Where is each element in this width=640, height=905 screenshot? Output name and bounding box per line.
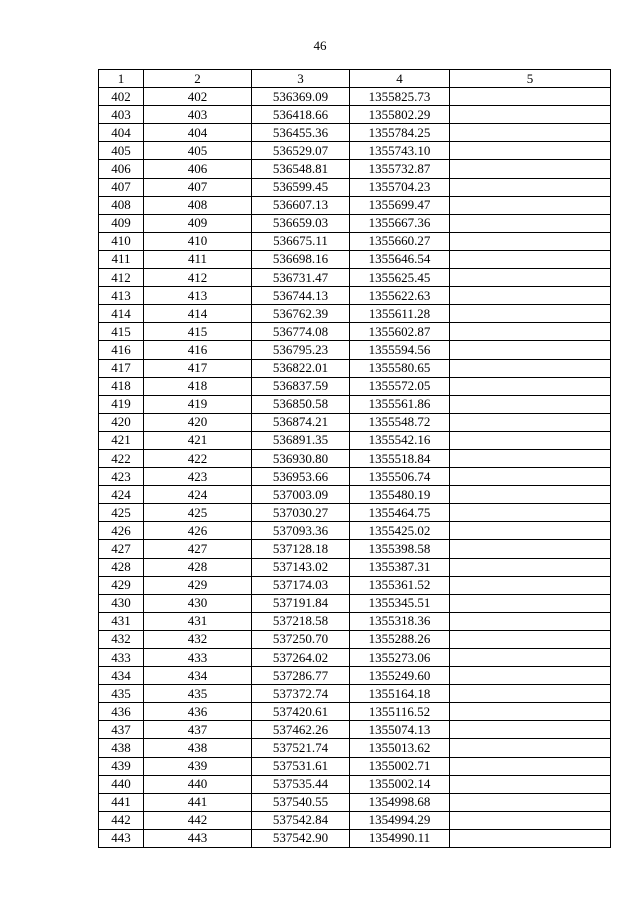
- table-cell: [450, 757, 611, 775]
- table-cell: 419: [144, 395, 252, 413]
- table-cell: 536675.11: [252, 232, 350, 250]
- table-cell: 427: [99, 540, 144, 558]
- page-number: 46: [313, 38, 327, 53]
- table-cell: 424: [99, 486, 144, 504]
- table-cell: 1355732.87: [350, 160, 450, 178]
- table-cell: 1355660.27: [350, 232, 450, 250]
- table-cell: 431: [144, 612, 252, 630]
- table-cell: 443: [99, 829, 144, 847]
- table-cell: 412: [144, 269, 252, 287]
- table-cell: 536369.09: [252, 88, 350, 106]
- table-cell: 537143.02: [252, 558, 350, 576]
- table-cell: 1355398.58: [350, 540, 450, 558]
- table-cell: 537420.61: [252, 703, 350, 721]
- table-cell: 420: [144, 413, 252, 431]
- table-cell: 432: [144, 630, 252, 648]
- table-cell: [450, 88, 611, 106]
- table-cell: 536607.13: [252, 196, 350, 214]
- table-cell: 536744.13: [252, 287, 350, 305]
- table-cell: 537462.26: [252, 721, 350, 739]
- table-row: [99, 269, 611, 287]
- table-row: [99, 142, 611, 160]
- table-cell: [450, 649, 611, 667]
- table-cell: [450, 630, 611, 648]
- table-cell: 1355622.63: [350, 287, 450, 305]
- table-cell: 1355548.72: [350, 413, 450, 431]
- table-cell: 402: [144, 88, 252, 106]
- table-cell: [450, 739, 611, 757]
- table-cell: 536795.23: [252, 341, 350, 359]
- table-cell: 1355825.73: [350, 88, 450, 106]
- table-cell: [450, 341, 611, 359]
- table-cell: 441: [99, 793, 144, 811]
- table-row: [99, 160, 611, 178]
- table-cell: 408: [99, 196, 144, 214]
- table-cell: 433: [99, 649, 144, 667]
- table-cell: 536930.80: [252, 449, 350, 467]
- table-cell: 536953.66: [252, 468, 350, 486]
- table-cell: 424: [144, 486, 252, 504]
- table-row: [99, 431, 611, 449]
- table-cell: 417: [99, 359, 144, 377]
- table-row: [99, 811, 611, 829]
- table-cell: 418: [144, 377, 252, 395]
- column-header: 2: [144, 70, 252, 88]
- table-row: [99, 649, 611, 667]
- table-cell: 537250.70: [252, 630, 350, 648]
- table-cell: 417: [144, 359, 252, 377]
- table-cell: [450, 413, 611, 431]
- table-cell: [450, 775, 611, 793]
- table-cell: 537535.44: [252, 775, 350, 793]
- table-row: [99, 540, 611, 558]
- table-cell: 411: [99, 250, 144, 268]
- table-cell: [450, 232, 611, 250]
- table-row: [99, 486, 611, 504]
- table-cell: [450, 124, 611, 142]
- table-cell: 421: [144, 431, 252, 449]
- table-cell: 536731.47: [252, 269, 350, 287]
- table-row: [99, 703, 611, 721]
- table-cell: 536874.21: [252, 413, 350, 431]
- table-cell: [450, 703, 611, 721]
- table-cell: 1355699.47: [350, 196, 450, 214]
- table-cell: [450, 377, 611, 395]
- table-cell: 411: [144, 250, 252, 268]
- table-row: [99, 413, 611, 431]
- table-cell: 1355667.36: [350, 214, 450, 232]
- table-cell: 412: [99, 269, 144, 287]
- table-row: [99, 287, 611, 305]
- table-row: [99, 106, 611, 124]
- table-cell: 436: [99, 703, 144, 721]
- table-cell: 536599.45: [252, 178, 350, 196]
- table-row: [99, 558, 611, 576]
- table-cell: 429: [99, 576, 144, 594]
- table-cell: 1355002.71: [350, 757, 450, 775]
- table-row: [99, 685, 611, 703]
- table-cell: 422: [144, 449, 252, 467]
- table-cell: 1355164.18: [350, 685, 450, 703]
- table-cell: 434: [144, 667, 252, 685]
- table-cell: 430: [144, 594, 252, 612]
- table-cell: 409: [144, 214, 252, 232]
- table-cell: [450, 323, 611, 341]
- table-cell: 1355625.45: [350, 269, 450, 287]
- table-row: [99, 757, 611, 775]
- table-cell: [450, 178, 611, 196]
- table-cell: 413: [99, 287, 144, 305]
- table-cell: 420: [99, 413, 144, 431]
- table-cell: [450, 667, 611, 685]
- table-cell: 537218.58: [252, 612, 350, 630]
- table-row: [99, 594, 611, 612]
- table-cell: 404: [144, 124, 252, 142]
- table-cell: 402: [99, 88, 144, 106]
- table-cell: [450, 829, 611, 847]
- table-row: [99, 449, 611, 467]
- table-cell: 425: [99, 504, 144, 522]
- table-cell: 1355425.02: [350, 522, 450, 540]
- table-cell: 406: [144, 160, 252, 178]
- table-cell: 434: [99, 667, 144, 685]
- header-row: [99, 70, 611, 88]
- table-cell: 425: [144, 504, 252, 522]
- table-cell: 1355784.25: [350, 124, 450, 142]
- table-row: [99, 739, 611, 757]
- table-cell: 1355561.86: [350, 395, 450, 413]
- table-cell: 410: [144, 232, 252, 250]
- table-row: [99, 232, 611, 250]
- table-cell: [450, 305, 611, 323]
- table-cell: [450, 160, 611, 178]
- table-cell: 419: [99, 395, 144, 413]
- table-cell: 537093.36: [252, 522, 350, 540]
- table-cell: 426: [99, 522, 144, 540]
- table-cell: 1355611.28: [350, 305, 450, 323]
- table-row: [99, 305, 611, 323]
- column-header: 4: [350, 70, 450, 88]
- table-cell: 423: [99, 468, 144, 486]
- table-row: [99, 395, 611, 413]
- table-cell: [450, 504, 611, 522]
- table-cell: [450, 431, 611, 449]
- table-cell: 403: [99, 106, 144, 124]
- table-cell: 436: [144, 703, 252, 721]
- table-cell: 1355518.84: [350, 449, 450, 467]
- table-cell: 537264.02: [252, 649, 350, 667]
- table-cell: 536455.36: [252, 124, 350, 142]
- table-row: [99, 214, 611, 232]
- table-cell: 440: [99, 775, 144, 793]
- table-cell: 437: [144, 721, 252, 739]
- table-cell: [450, 522, 611, 540]
- table-cell: [450, 576, 611, 594]
- table-cell: 422: [99, 449, 144, 467]
- table-cell: 426: [144, 522, 252, 540]
- table-cell: 415: [144, 323, 252, 341]
- table-cell: 1355013.62: [350, 739, 450, 757]
- table-cell: 1355743.10: [350, 142, 450, 160]
- table-row: [99, 522, 611, 540]
- table-cell: 416: [99, 341, 144, 359]
- table-cell: 536659.03: [252, 214, 350, 232]
- table-row: [99, 829, 611, 847]
- table-row: [99, 124, 611, 142]
- table-cell: 537531.61: [252, 757, 350, 775]
- table-cell: 440: [144, 775, 252, 793]
- table-cell: 1355116.52: [350, 703, 450, 721]
- table-cell: [450, 540, 611, 558]
- table-cell: [450, 468, 611, 486]
- table-cell: 1355704.23: [350, 178, 450, 196]
- table-row: [99, 359, 611, 377]
- table-cell: 1355387.31: [350, 558, 450, 576]
- table-cell: 410: [99, 232, 144, 250]
- table-row: [99, 630, 611, 648]
- table-row: [99, 468, 611, 486]
- table-row: [99, 504, 611, 522]
- table-cell: 537521.74: [252, 739, 350, 757]
- table-row: [99, 612, 611, 630]
- table-cell: 1355646.54: [350, 250, 450, 268]
- table-cell: 408: [144, 196, 252, 214]
- table-cell: 537542.84: [252, 811, 350, 829]
- table-cell: 537191.84: [252, 594, 350, 612]
- table-cell: 1355480.19: [350, 486, 450, 504]
- table-cell: 1355594.56: [350, 341, 450, 359]
- table-cell: 1355002.14: [350, 775, 450, 793]
- table-cell: 407: [144, 178, 252, 196]
- table-row: [99, 196, 611, 214]
- table-row: [99, 793, 611, 811]
- table-cell: [450, 196, 611, 214]
- table-cell: 414: [144, 305, 252, 323]
- table-cell: 536698.16: [252, 250, 350, 268]
- table-cell: 439: [99, 757, 144, 775]
- table-cell: [450, 269, 611, 287]
- table-cell: [450, 793, 611, 811]
- table-cell: [450, 214, 611, 232]
- table-cell: [450, 594, 611, 612]
- table-cell: 442: [144, 811, 252, 829]
- table-cell: [450, 612, 611, 630]
- table-body: [99, 88, 611, 848]
- table-cell: 536822.01: [252, 359, 350, 377]
- table-cell: [450, 359, 611, 377]
- table-cell: 423: [144, 468, 252, 486]
- table-cell: 536529.07: [252, 142, 350, 160]
- column-header: 3: [252, 70, 350, 88]
- table-cell: 536762.39: [252, 305, 350, 323]
- table-cell: 1355361.52: [350, 576, 450, 594]
- table-cell: [450, 287, 611, 305]
- column-header: 1: [99, 70, 144, 88]
- table-cell: 404: [99, 124, 144, 142]
- table-cell: 429: [144, 576, 252, 594]
- table-cell: 409: [99, 214, 144, 232]
- table-cell: 435: [144, 685, 252, 703]
- table-cell: 405: [99, 142, 144, 160]
- table-row: [99, 250, 611, 268]
- table-cell: 1355249.60: [350, 667, 450, 685]
- table-cell: 536548.81: [252, 160, 350, 178]
- table-cell: 439: [144, 757, 252, 775]
- table-cell: 1355273.06: [350, 649, 450, 667]
- table-cell: [450, 811, 611, 829]
- table-cell: 431: [99, 612, 144, 630]
- table-cell: 421: [99, 431, 144, 449]
- table-cell: 418: [99, 377, 144, 395]
- table-cell: [450, 449, 611, 467]
- table-cell: 1355802.29: [350, 106, 450, 124]
- table-cell: 537030.27: [252, 504, 350, 522]
- table-cell: 537542.90: [252, 829, 350, 847]
- table-cell: [450, 486, 611, 504]
- table-cell: 414: [99, 305, 144, 323]
- table-cell: 1354998.68: [350, 793, 450, 811]
- table-row: [99, 667, 611, 685]
- table-cell: 435: [99, 685, 144, 703]
- table-row: [99, 377, 611, 395]
- table-cell: 407: [99, 178, 144, 196]
- table-cell: 537286.77: [252, 667, 350, 685]
- table-cell: 537372.74: [252, 685, 350, 703]
- table-row: [99, 323, 611, 341]
- table-cell: 441: [144, 793, 252, 811]
- table-cell: [450, 142, 611, 160]
- table-cell: 413: [144, 287, 252, 305]
- table-cell: [450, 106, 611, 124]
- table-row: [99, 576, 611, 594]
- table-cell: 536774.08: [252, 323, 350, 341]
- table-header: [99, 70, 611, 88]
- table-cell: [450, 721, 611, 739]
- table-cell: [450, 685, 611, 703]
- table-cell: 1355602.87: [350, 323, 450, 341]
- table-cell: 1355506.74: [350, 468, 450, 486]
- table-cell: 438: [144, 739, 252, 757]
- table-cell: 1355318.36: [350, 612, 450, 630]
- table-cell: 437: [99, 721, 144, 739]
- table-cell: 428: [99, 558, 144, 576]
- table-row: [99, 88, 611, 106]
- table-cell: 1355464.75: [350, 504, 450, 522]
- table-cell: [450, 558, 611, 576]
- table-row: [99, 775, 611, 793]
- table-cell: [450, 250, 611, 268]
- table-cell: 427: [144, 540, 252, 558]
- table-cell: 405: [144, 142, 252, 160]
- table-cell: 1354990.11: [350, 829, 450, 847]
- table-cell: 430: [99, 594, 144, 612]
- table-cell: 406: [99, 160, 144, 178]
- table-cell: 1355572.05: [350, 377, 450, 395]
- table-cell: 415: [99, 323, 144, 341]
- table-row: [99, 178, 611, 196]
- table-cell: 443: [144, 829, 252, 847]
- table-cell: 428: [144, 558, 252, 576]
- table-cell: 537128.18: [252, 540, 350, 558]
- table-cell: 1355288.26: [350, 630, 450, 648]
- table-row: [99, 341, 611, 359]
- table-cell: 537003.09: [252, 486, 350, 504]
- table-row: [99, 721, 611, 739]
- table-cell: 1355580.65: [350, 359, 450, 377]
- table-cell: 403: [144, 106, 252, 124]
- table-cell: 1355345.51: [350, 594, 450, 612]
- table-cell: 438: [99, 739, 144, 757]
- table-cell: 536850.58: [252, 395, 350, 413]
- table-cell: 1355542.16: [350, 431, 450, 449]
- table-cell: 432: [99, 630, 144, 648]
- table-cell: 536837.59: [252, 377, 350, 395]
- table-cell: 416: [144, 341, 252, 359]
- table-cell: 1354994.29: [350, 811, 450, 829]
- table-cell: [450, 395, 611, 413]
- table-cell: 433: [144, 649, 252, 667]
- table-cell: 537174.03: [252, 576, 350, 594]
- coordinates-table: [98, 69, 611, 848]
- table-cell: 536891.35: [252, 431, 350, 449]
- table-cell: 1355074.13: [350, 721, 450, 739]
- table-cell: 536418.66: [252, 106, 350, 124]
- table-cell: 537540.55: [252, 793, 350, 811]
- column-header: 5: [450, 70, 611, 88]
- table-cell: 442: [99, 811, 144, 829]
